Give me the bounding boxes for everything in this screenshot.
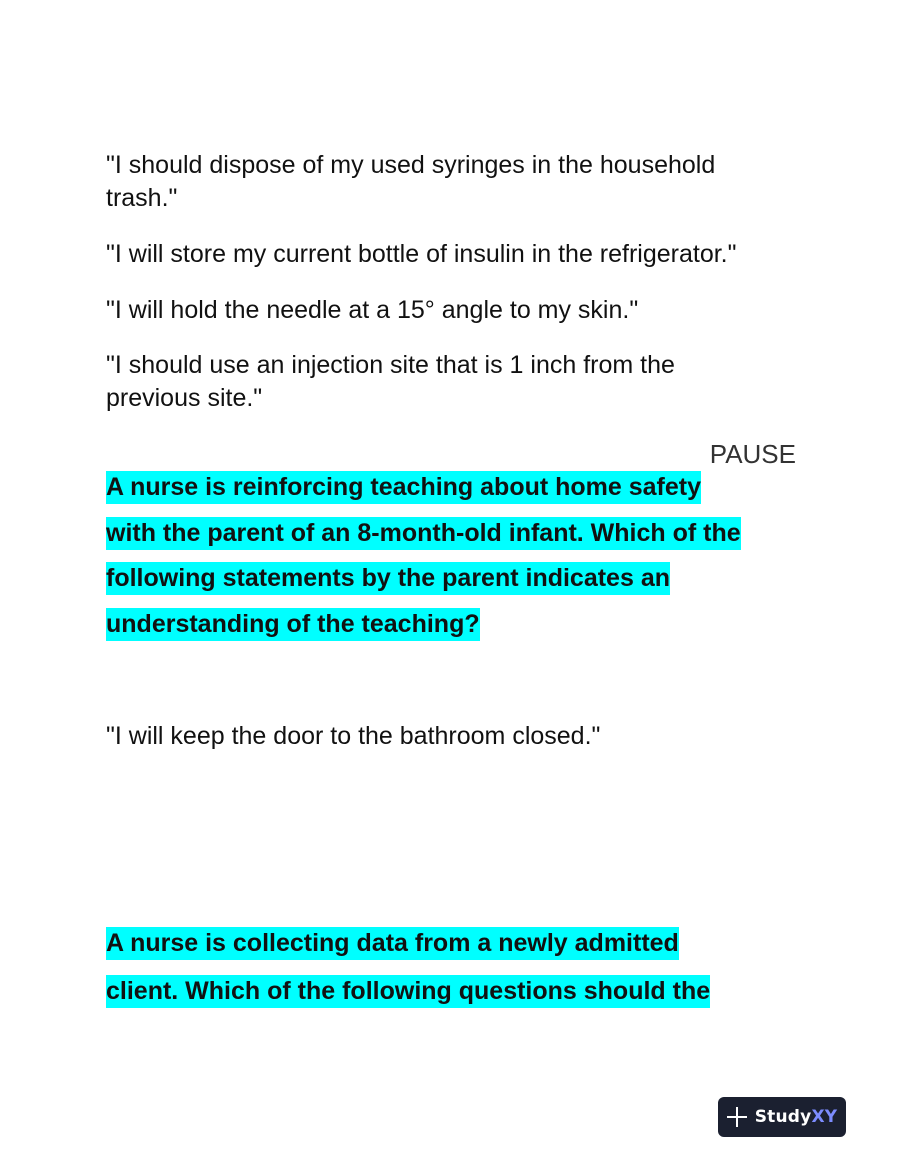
answer-option-3: "I will hold the needle at a 15° angle to my skin." — [106, 296, 639, 324]
studyxy-logo — [718, 1097, 846, 1137]
logo-text: StudyXY — [754, 1107, 838, 1127]
answer-text: "I will keep the door to the bathroom closed." — [106, 722, 601, 750]
answer-option-2: "I will store my current bottle of insulin in the refrigerator." — [106, 240, 737, 268]
question-2 — [106, 920, 826, 1015]
question-2-line: client. Which of the following questions should the — [106, 968, 826, 1016]
answer-option-1: "I should dispose of my used syringes in the household trash." — [106, 151, 716, 212]
plus-icon — [727, 1107, 747, 1127]
answer-option-4: "I should use an injection site that is 1 inch from the previous site." — [106, 351, 675, 412]
question-2-line: A nurse is collecting data from a newly admitted — [106, 920, 826, 968]
question-1-line: following statements by the parent indicates an — [106, 556, 826, 602]
question-1-line: with the parent of an 8-month-old infant. Which of the — [106, 511, 826, 557]
question-1 — [106, 465, 826, 647]
pause-label: PAUSE — [709, 439, 796, 469]
question-1-line: A nurse is reinforcing teaching about home safety — [106, 465, 826, 511]
question-1-line: understanding of the teaching? — [106, 602, 826, 648]
